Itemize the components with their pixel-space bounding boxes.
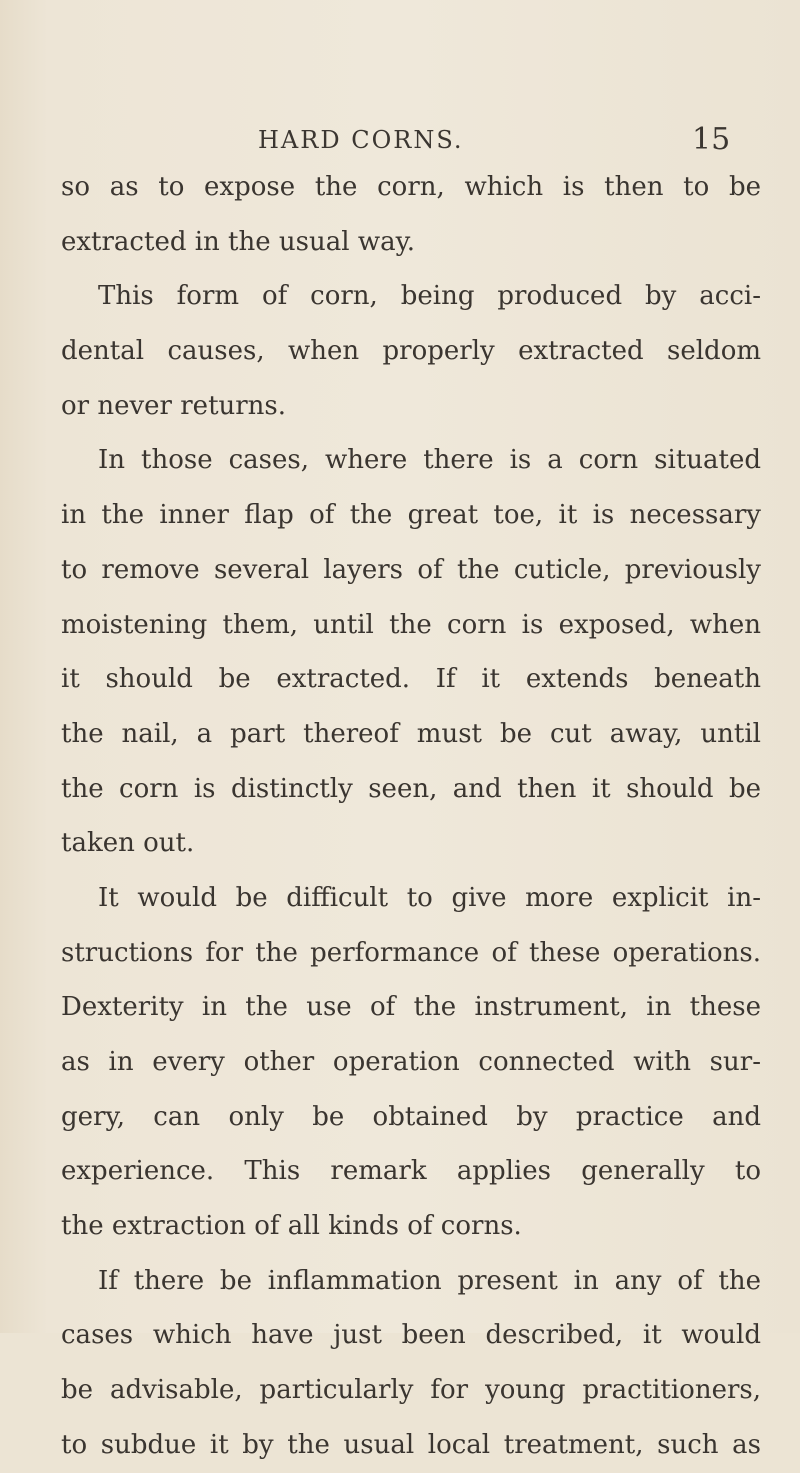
text-line: it should be extracted. If it extends beneath [61,664,761,695]
text-line: extracted in the usual way. [61,226,416,257]
paragraph-start-line: It would be difficult to give more explicit in- [98,882,761,913]
text-line: structions for the performance of these operations. [61,937,761,968]
text-line: the nail, a part thereof must be cut away, until [61,718,761,749]
text-line: the extraction of all kinds of corns. [61,1211,522,1242]
text-line: moistening them, until the corn is exposed, when [61,609,761,640]
paragraph-start-line: If there be inflammation present in any of the [98,1265,761,1296]
page-number: 15 [692,122,731,157]
text-line: gery, can only be obtained by practice and [61,1101,761,1132]
text-line: cases which have just been described, it would [61,1320,761,1351]
text-line: Dexterity in the use of the instrument, in these [61,992,761,1023]
text-line: the corn is distinctly seen, and then it should be [61,773,761,804]
text-line: dental causes, when properly extracted seldom [61,336,761,367]
paragraph-start-line: This form of corn, being produced by acci- [98,281,761,312]
text-line: to subdue it by the usual local treatment, such as [61,1429,761,1460]
text-line: to remove several layers of the cuticle, previously [61,554,761,585]
running-title: HARD CORNS. [258,126,464,154]
body-text [61,160,761,1473]
text-line: as in every other operation connected with sur- [61,1047,761,1077]
text-line: experience. This remark applies generally to [61,1156,761,1187]
text-line: or never returns. [61,390,287,421]
text-line: so as to expose the corn, which is then to be [61,172,761,202]
text-line: in the inner flap of the great toe, it is necessary [61,500,761,531]
text-line: taken out. [61,828,195,859]
paragraph-start-line: In those cases, where there is a corn situated [98,445,761,476]
text-line: be advisable, particularly for young practitioners, [61,1375,761,1406]
